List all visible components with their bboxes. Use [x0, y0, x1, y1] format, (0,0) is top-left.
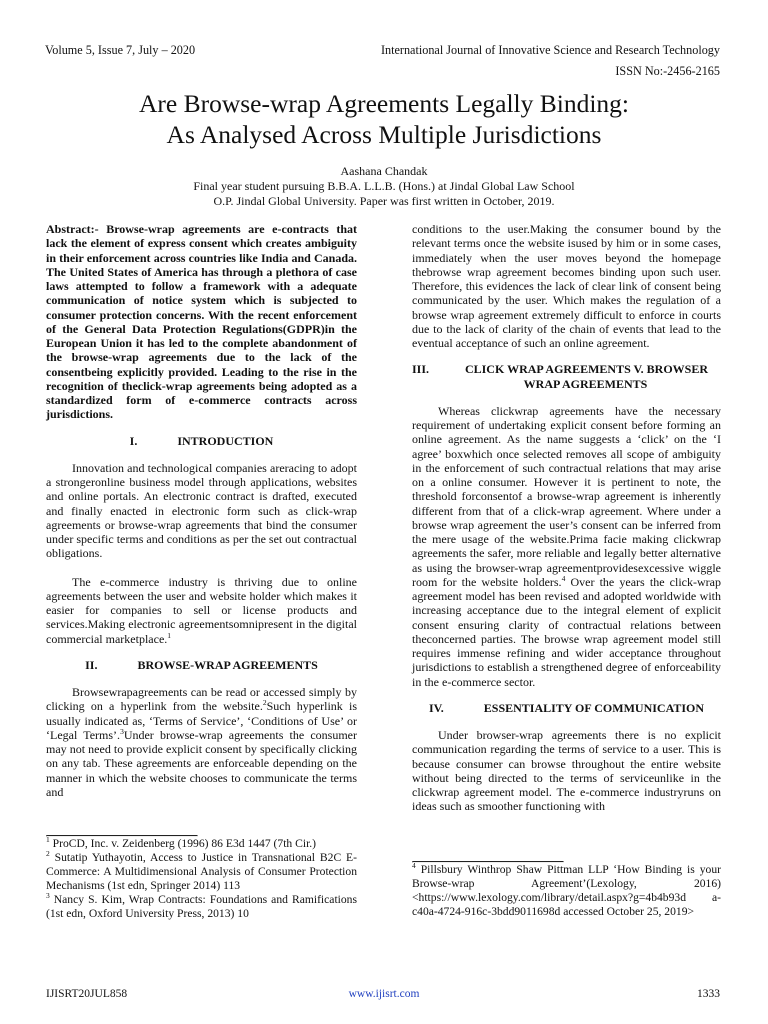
footnote-text: Pillsbury Winthrop Shaw Pittman LLP ‘How Binding is your Browse-wrap Agreement’(Lexology, 2016) <https://www.lexology.com/library/detail.aspx?g=4b4b93d a-c40a-4724-916c-3bdd9011698d accessed October 25, 2019>: [412, 863, 721, 918]
paragraph-text: The e-commerce industry is thriving due to online agreements between the user and website holder which makes it easier for companies to sell or license products and services.Making electronic agreementsomnipresent in the digital commercial marketplace.: [46, 574, 357, 646]
footnote-ref: 4: [561, 573, 566, 583]
section-title: BROWSE-WRAP AGREEMENTS: [137, 657, 318, 672]
left-column: [46, 222, 357, 799]
section-title: ESSENTIALITY OF COMMUNICATION: [483, 700, 705, 715]
paragraph-text: Browsewrapagreements can be read or accessed simply by clicking on a hyperlink from the website.: [46, 685, 357, 714]
author-block: [30, 164, 738, 209]
footnote-ref: 1: [167, 630, 172, 640]
right-column: [412, 222, 721, 814]
paper-title: [30, 88, 738, 150]
title-line-2: As Analysed Across Multiple Jurisdictions: [166, 120, 602, 149]
paragraph-text: Whereas clickwrap agreements have the necessary requirement of undertaking explicit consent before forming an online agreement. As the name suggests a ‘click’ on the ‘I agree’ boxwhich once selected removes all scope of ambiguity in the enforcement of such contractual relations that may arise on a online consumer. However it is pertinent to note, the threshold forconsentof a browse-wrap agreement is inherently different from that of a click-wrap agreement. Where under a browse wrap agreement the user’s consent can be inferred from the mere usage of the website.Prima facie making clickwrap agreements the safer, more reliable and legally better alternative as using the browser-wrap agreementprovidesexcessive wiggle room for the website holders.: [412, 403, 721, 589]
section-number: III.: [412, 362, 430, 377]
footnote-number: 4: [412, 861, 416, 871]
footnote-text: Sutatip Yuthayotin, Access to Justice in Transnational B2C E-Commerce: A Multidimensional Analysis of Consumer Protection Mechanisms (1st edn, Springer 2014) 113: [46, 851, 357, 892]
author-affiliation-2: O.P. Jindal Global University. Paper was first written in October, 2019.: [213, 194, 555, 208]
footnote: [46, 851, 357, 893]
author-affiliation-1: Final year student pursuing B.B.A. L.L.B. (Hons.) at Jindal Global Law School: [193, 179, 575, 193]
footnote: [46, 837, 357, 851]
abstract: Abstract:- Browse-wrap agreements are e-contracts that lack the element of express consent which creates ambiguity in their enforcement across countries like India and Canada. The United States of America has through a plethora of case laws attempted to follow a framework with a adequate communication of notice system which is subjected to consumer protection concerns. With the recent enforcement of the General Data Protection Regulations(GDPR)in the European Union it has led to the complete abandonment of the browse-wrap agreements due to the lack of the consentbeing explicitly provided. Leading to the rise in the recognition of theclick-wrap agreements being adopted as a standardized form of e-commerce contracts across jurisdictions.: [46, 222, 357, 422]
footnote-ref: 3: [120, 726, 124, 736]
section-number: II.: [85, 657, 98, 672]
footer-url-link[interactable]: www.ijisrt.com: [348, 988, 420, 1000]
page-number: 1333: [697, 988, 720, 1000]
footnote-text: Nancy S. Kim, Wrap Contracts: Foundations and Ramifications (1st edn, Oxford University Press, 2013) 10: [46, 893, 357, 920]
header-volume: Volume 5, Issue 7, July – 2020: [45, 43, 196, 57]
footnote-number: 2: [46, 849, 50, 859]
body-paragraph: [46, 685, 357, 799]
body-paragraph: [412, 404, 721, 689]
section-heading-click-wrap: [412, 362, 721, 391]
header-journal: International Journal of Innovative Science and Research Technology: [380, 43, 720, 57]
body-paragraph: conditions to the user.Making the consumer bound by the relevant terms once the website isused by him or in some cases, immediately when the user moves beyond the homepage thebrowse wrap agreement becomes binding upon such user. Therefore, this evidences the lack of clear link of consent being communicated by the user. Which makes the regulation of a browse wrap agreement extremely difficult to enforce in courts due to the lack of clarity of the chain of events that lead to the eventual acceptance of such an online agreement.: [412, 222, 721, 350]
footnote: [46, 893, 357, 921]
body-paragraph: [46, 575, 357, 646]
body-paragraph: Innovation and technological companies areracing to adopt a strongeronline business model through applications, websites and online portals. An electronic contract is drafted, executed and finally enacted in electronic form such as click-wrap agreements or browse-wrap agreements that bind the consumer under specific terms and conditions as per the set out contractual obligations.: [46, 460, 357, 561]
section-number: I.: [129, 433, 138, 448]
footnotes-right: [412, 861, 721, 919]
footnote-text: ProCD, Inc. v. Zeidenberg (1996) 86 E3d 1447 (7th Cir.): [49, 837, 317, 850]
title-line-1: Are Browse-wrap Agreements Legally Binding:: [138, 89, 630, 118]
section-title: INTRODUCTION: [177, 433, 274, 448]
footnote-ref: 2: [262, 698, 267, 708]
section-number: IV.: [428, 700, 444, 715]
paragraph-text: Over the years the click-wrap agreement model has been revised and adopted worldwide with increasing acceptance due to the integral element of explicit consent ensuring clarity of contractual relations between theconcerned parties. The browse wrap agreement model still requires immense refining and wider acceptance throughout jurisdictions to establish a strengthened degree of enforceability in the e-commerce sector.: [412, 574, 721, 689]
footer-code: IJISRT20JUL858: [46, 988, 128, 1000]
section-title: CLICK WRAP AGREEMENTS V. BROWSER: [464, 362, 709, 377]
footnote: [412, 863, 721, 919]
footnotes-left: [46, 835, 357, 921]
section-heading-introduction: [46, 434, 357, 448]
paragraph-text: Such hyperlink is usually indicated as, ‘Terms of Service’, ‘Conditions of Use’ or ‘Legal Terms’.: [46, 699, 357, 742]
section-title-cont: WRAP AGREEMENTS: [523, 376, 648, 391]
footnote-number: 3: [46, 891, 50, 901]
section-heading-browse-wrap: [46, 658, 357, 672]
body-paragraph: Under browser-wrap agreements there is no explicit communication regarding the terms of service to a user. This is because consumer can browse throughout the entire website without being directed to the terms of serviceunlike in the clickwrap agreement model. The e-commerce industryruns on ideas such as smoother functioning with: [412, 728, 721, 814]
header-issn: ISSN No:-2456-2165: [615, 64, 720, 78]
section-heading-communication: [412, 701, 721, 715]
paragraph-text: Under browse-wrap agreements the consumer may not need to provide explicit consent by specifically clicking on any tab. These agreements are enforceable depending on the manner in which the website chooses to communicate the terms and: [46, 727, 357, 799]
author-name: Aashana Chandak: [340, 164, 428, 178]
footnote-number: 1: [46, 835, 50, 845]
